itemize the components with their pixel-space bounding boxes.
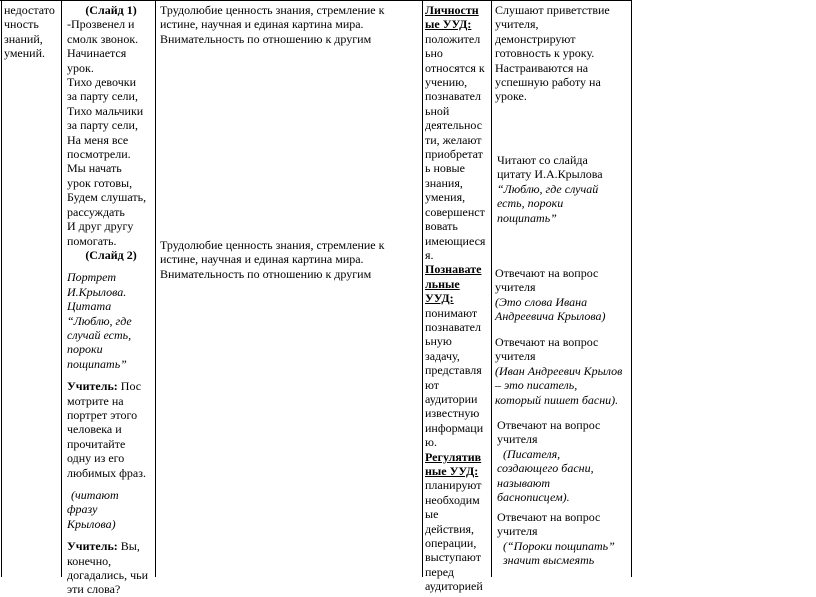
uud-line: совершенст: [425, 204, 485, 219]
uud-line: ти, желают: [425, 132, 482, 147]
remark-text: Пос: [117, 379, 142, 394]
quote-line: есть, пороки: [497, 196, 564, 211]
answer-italic: – это писатель,: [495, 378, 578, 393]
cell-student-answer-3: [497, 418, 631, 504]
cell-learning-actions: [425, 3, 491, 594]
activity-line: Читают со слайда: [497, 153, 588, 167]
column-divider: [155, 0, 156, 577]
uud-line: действия,: [425, 521, 475, 536]
uud-line: ьную: [425, 334, 452, 349]
column-divider: [422, 0, 423, 577]
poem-line: Начинается: [67, 46, 127, 61]
values-line: Трудолюбие ценность знания, стремление к: [160, 3, 385, 17]
quote-line: пощипать”: [497, 210, 557, 225]
cell-teacher-activity: [67, 3, 155, 597]
column-divider: [61, 0, 62, 577]
poem-line: На меня все: [67, 132, 129, 147]
uud-line: аудиторией: [425, 579, 483, 594]
teacher-remark: [67, 539, 155, 553]
poem-line: Тихо девочки: [67, 75, 136, 90]
remark-line: эти слова?: [67, 582, 121, 597]
poem-line: Будем слушать,: [67, 190, 147, 205]
uud-line: операции,: [425, 536, 477, 551]
uud-line: известную: [425, 406, 480, 421]
cell-values-1: [160, 3, 420, 46]
uud-line: знания,: [425, 175, 463, 190]
activity-line: уроке.: [495, 89, 527, 104]
student-note: (читают: [71, 488, 119, 502]
poem-line: -Прозвенел и: [67, 17, 135, 32]
table-border-left: [1, 0, 2, 577]
text-line: недостато: [4, 3, 55, 17]
cell-difficulties: [4, 3, 60, 61]
activity-line: готовность к уроку.: [495, 46, 595, 61]
uud-line: аудитории: [425, 391, 478, 406]
uud-line: необходим: [425, 492, 480, 507]
uud-line: перед: [425, 564, 455, 579]
uud-line: ые: [425, 507, 439, 522]
table-border-top: [0, 0, 632, 1]
answer-line: Отвечают на вопрос: [495, 266, 599, 280]
uud-line: имеющиеся: [425, 233, 486, 248]
poem-line: посмотрели.: [67, 147, 131, 162]
slide1-heading: (Слайд 1): [85, 3, 137, 17]
answer-italic: значит высмеять: [503, 553, 595, 568]
uud-line: выступают: [425, 550, 481, 565]
uud-line: задачу,: [425, 348, 460, 363]
remark-line: любимых фраз.: [67, 465, 146, 480]
regulatory-uud-heading: ные УУД:: [425, 464, 479, 478]
cell-student-activity-1: [495, 3, 631, 104]
poem-line: помогать.: [67, 233, 117, 248]
uud-line: учению,: [425, 75, 468, 90]
answer-line: учителя: [495, 349, 536, 364]
answer-line: Отвечают на вопрос: [497, 418, 601, 432]
activity-line: Слушают приветствие: [495, 3, 610, 17]
uud-line: вовать: [425, 219, 458, 234]
cell-values-2: [160, 238, 420, 281]
remark-line: догадались, чьи: [67, 568, 149, 583]
poem-line: смолк звонок.: [67, 31, 139, 46]
values-line: Трудолюбие ценность знания, стремление к: [160, 238, 385, 252]
teacher-remark: [67, 379, 155, 393]
uud-line: ют: [425, 377, 440, 392]
poem-line: за парту сели,: [67, 89, 138, 104]
slide-description: пощипать”: [67, 356, 127, 371]
answer-italic: (Это слова Ивана: [495, 294, 588, 309]
answer-italic: (“Пороки пощипать”: [503, 538, 615, 553]
student-note: Крылова): [67, 516, 116, 531]
poem-line: рассуждать: [67, 204, 125, 219]
activity-line: цитату И.А.Крылова: [497, 167, 603, 182]
column-divider: [491, 0, 492, 577]
cell-student-answer-4: [497, 510, 631, 568]
answer-line: Отвечают на вопрос: [497, 510, 601, 524]
cell-student-activity-2: [497, 153, 631, 225]
uud-line: умения,: [425, 190, 466, 205]
uud-line: относятся к: [425, 60, 485, 75]
remark-line: портрет этого: [67, 407, 138, 422]
personal-uud-heading: Личностн: [425, 3, 479, 17]
activity-line: учителя,: [495, 17, 539, 32]
poem-line: за парту сели,: [67, 118, 138, 133]
poem-line: Мы начать: [67, 161, 122, 176]
uud-line: познавател: [425, 319, 481, 334]
cognitive-uud-heading: льные: [425, 276, 460, 291]
poem-line: урок готовы,: [67, 175, 133, 190]
uud-line: положител: [425, 31, 481, 46]
personal-uud-heading: ые УУД:: [425, 17, 472, 32]
uud-line: познавател: [425, 89, 481, 104]
uud-line: ьной: [425, 103, 450, 118]
answer-line: учителя: [495, 280, 536, 295]
uud-line: я.: [425, 247, 434, 262]
answer-italic: (Писателя,: [503, 446, 561, 461]
cell-student-answer-2: [495, 335, 631, 407]
answer-italic: баснописцем).: [497, 490, 570, 505]
text-line: знаний,: [4, 31, 43, 46]
uud-line: приобретат: [425, 147, 483, 162]
slide-description: “Люблю, где: [67, 313, 132, 328]
remark-line: человека и: [67, 422, 122, 437]
activity-line: демонстрируют: [495, 31, 576, 46]
poem-line: И друг другу: [67, 219, 134, 234]
activity-line: Настраиваются на: [495, 60, 589, 75]
answer-italic: создающего басни,: [497, 461, 594, 476]
uud-line: планируют: [425, 478, 482, 493]
slide-description: случай есть,: [67, 327, 132, 342]
slide-description: Портрет: [67, 270, 117, 285]
values-line: Внимательность по отношению к другим: [160, 266, 372, 281]
values-line: истине, научная и единая картина мира.: [160, 17, 364, 32]
table-border-right: [631, 0, 632, 577]
answer-line: учителя: [497, 432, 538, 447]
remark-line: прочитайте: [67, 436, 126, 451]
uud-line: деятельнос: [425, 118, 483, 133]
values-line: Внимательность по отношению к другим: [160, 31, 372, 46]
activity-line: успешную работу на: [495, 75, 601, 90]
answer-line: учителя: [497, 524, 538, 539]
teacher-label: Учитель:: [67, 539, 118, 554]
uud-line: информаци: [425, 420, 484, 435]
quote-line: “Люблю, где случай: [497, 181, 599, 196]
remark-line: конечно,: [67, 553, 112, 568]
poem-line: Тихо мальчики: [67, 103, 144, 118]
slide-description: И.Крылова.: [67, 284, 127, 299]
uud-line: ю.: [425, 435, 437, 450]
uud-line: ь новые: [425, 161, 465, 176]
slide2-heading: (Слайд 2): [85, 247, 137, 262]
regulatory-uud-heading: Регулятив: [425, 449, 482, 464]
answer-line: Отвечают на вопрос: [495, 335, 599, 349]
cell-student-answer-1: [495, 266, 631, 324]
poem-line: урок.: [67, 60, 94, 75]
text-line: умений.: [4, 46, 46, 61]
cognitive-uud-heading: УУД:: [425, 291, 454, 306]
answer-italic: называют: [497, 475, 551, 490]
uud-line: представля: [425, 363, 482, 378]
text-line: чность: [4, 17, 39, 32]
teacher-label: Учитель:: [67, 379, 118, 394]
remark-line: одну из его: [67, 451, 125, 466]
remark-line: мотрите на: [67, 393, 124, 408]
uud-line: ьно: [425, 46, 443, 61]
values-line: истине, научная и единая картина мира.: [160, 252, 364, 267]
answer-italic: (Иван Андреевич Крылов: [495, 363, 623, 378]
remark-text: Вы,: [117, 539, 140, 554]
cognitive-uud-heading: Познавате: [425, 262, 482, 277]
answer-italic: Андреевича Крылова): [495, 309, 606, 324]
answer-italic: который пишет басни).: [495, 392, 619, 407]
slide-description: пороки: [67, 342, 103, 357]
uud-line: понимают: [425, 305, 478, 320]
slide-description: Цитата: [67, 299, 112, 314]
student-note: фразу: [67, 502, 98, 517]
